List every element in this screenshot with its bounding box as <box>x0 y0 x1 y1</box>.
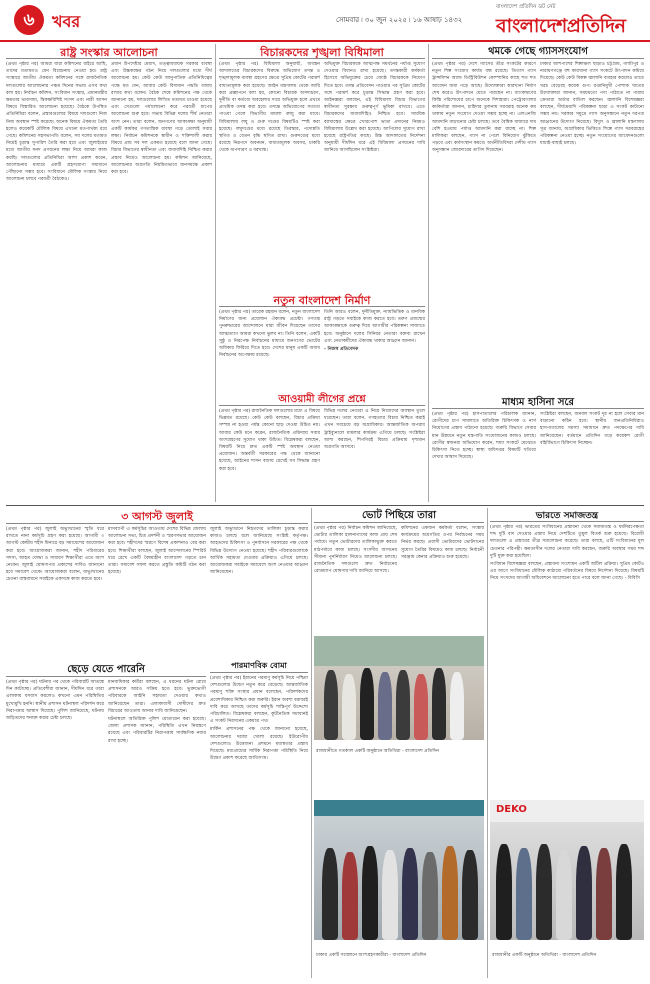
hospital-rule <box>432 408 644 409</box>
dateline: সোমবার ৷ ৩০ জুন ২০২৫ ৷ ১৬ আষাঢ় ১৪৩২ <box>336 16 463 24</box>
gas-col-2: ঢাকার আশপাশের শিল্পাঞ্চল ছাড়াও চট্টগ্রাম, গাজীপুর ও নারায়ণগঞ্জে বহু কারখানা গ্যাস সংকটে উৎপাদন কমিয়ে দিয়েছে। কেউ কেউ বিকল্প জ্বালানি ব্যবহার করলেও তাতে খরচ বেড়েছে কয়েক গুণ। রপ্তানিমুখী পোশাক খাতের উদ্যোক্তারা জানান, সময়মতো পণ্য পাঠাতে না পারায় ক্রেতারা অর্ডার বাতিল করছেন। জ্বালানি বিশেষজ্ঞরা বলছেন, দীর্ঘমেয়াদি পরিকল্পনা ছাড়া এ সংকট কাটানো সম্ভব নয়। সরকার সমুদ্রে গ্যাস অনুসন্ধানে নতুন দরপত্র আহ্বানের উদ্যোগ নিয়েছে। বিদ্যুৎ ও জ্বালানি মন্ত্রণালয় সূত্র জানায়, অগ্রাধিকার ভিত্তিতে শিল্পে গ্যাস সরবরাহের পরিকল্পনা নেওয়া হচ্ছে। নতুন সংযোগের আবেদনগুলো যাচাই-বাছাই চলছে। <box>540 62 644 147</box>
discipline-headline: বিচারকদের শৃঙ্খলা বিধিমালা <box>260 46 384 59</box>
leave-col-2: মানবাধিকার কর্মীরা বলছেন, এ ধরনের ঘটনা রোধে প্রশাসনকে আরও সক্রিয় হতে হবে। ভুক্তভোগী পরিবারকে আইনি সহায়তা দেওয়ার কথাও জানিয়েছেন তারা। এলাকাবাসী দোষীদের দ্রুত বিচারের আওতায় আনার দাবি জানিয়েছেন। ঘটনাস্থলে অতিরিক্ত পুলিশ মোতায়েন করা হয়েছে। জেলা প্রশাসক জানান, পরিস্থিতি এখন নিয়ন্ত্রণে রয়েছে এবং পরিবারটির নিরাপত্তায় সার্বক্ষণিক নজর রাখা হচ্ছে। <box>108 680 206 744</box>
article-credit: - নিজস্ব প্রতিবেদক <box>324 347 359 353</box>
august-col-1: (প্রথম পৃষ্ঠার পর) জুলাই অভ্যুত্থানের স্মৃতি ধরে রাখতে নানা কর্মসূচি গ্রহণ করা হয়েছে। আগামী ৩ আগস্ট কেন্দ্রীয় শহীদ মিনারে বড় সমাবেশের আয়োজন করা হবে। আয়োজকরা জানান, শহীদ পরিবারের সদস্য, আহত যোদ্ধা ও সাধারণ শিক্ষার্থীরা এতে অংশ নেবেন। জুলাই ঘোষণাপত্র প্রকাশের দাবিও জানানো হবে সমাবেশ থেকে। আয়োজকরা বলেন, অভ্যুত্থানের চেতনা বাস্তবায়নে সবাইকে একসঙ্গে কাজ করতে হবে। <box>6 527 104 583</box>
column-divider <box>428 44 429 502</box>
discipline-rule <box>219 58 425 59</box>
section-name: খবর <box>52 12 81 31</box>
leave-rule <box>6 676 206 677</box>
august-headline: ৩ আগস্ট জুলাই <box>121 510 193 523</box>
vote-headline: ভোট পিছিয়ে তারা <box>361 510 437 521</box>
coming-rule <box>219 405 425 406</box>
reform-rule <box>6 58 212 59</box>
coming-col-1: (প্রথম পৃষ্ঠার পর) রাজনৈতিক দলগুলোর মধ্যে এ বিষয়ে ভিন্নমত রয়েছে। কেউ কেউ বলছেন, বিচার প্রক্রিয়া সম্পন্ন না হওয়া পর্যন্ত কোনো ছাড় দেওয়া উচিত নয়। আবার কেউ মনে করেন, রাজনৈতিক প্রক্রিয়ায় সবার অংশগ্রহণের সুযোগ থাকা উচিত। বিশ্লেষকরা বলছেন, বিষয়টি নিয়ে দ্রুত একটি স্পষ্ট অবস্থান নেওয়া প্রয়োজন। অন্তর্বর্তী সরকারের পক্ষ থেকে জানানো হয়েছে, আইনের শাসন বজায় রেখেই সব সিদ্ধান্ত গ্রহণ করা হবে। <box>219 409 320 472</box>
family-rule <box>210 672 308 673</box>
gas-col-1: (প্রথম পৃষ্ঠার পর) দেশে গ্যাসের তীব্র সংকটের কারণে নতুন শিল্প সংযোগ কার্যত বন্ধ রয়েছে। তিতাস গ্যাস ট্রান্সমিশন অ্যান্ড ডিস্ট্রিবিউশন কোম্পানির কাছে শত শত আবেদন জমা পড়ে আছে। উদ্যোক্তারা কারখানা নির্মাণ শেষ করেও উৎপাদনে যেতে পারছেন না। ব্যাংকঋণের কিস্তি পরিশোধের চাপে অনেকে দিশাহারা। পেট্রোবাংলার কর্মকর্তারা জানান, চাহিদার তুলনায় সরবরাহ অনেক কম থাকায় নতুন সংযোগ দেওয়া সম্ভব হচ্ছে না। এলএনজি আমদানি বাড়ানোর চেষ্টা চলছে। তবে বৈশ্বিক বাজারে দাম বেশি হওয়ায় পর্যাপ্ত আমদানি করা যাচ্ছে না। শিল্প মালিকরা বলছেন, গ্যাস না পেলে বিনিয়োগ ঝুঁকিতে পড়বে এবং কর্মসংস্থান কমবে। অর্থনীতিবিদরা দেশীয় গ্যাস অনুসন্ধান জোরদারের তাগিদ দিয়েছেন। <box>432 62 536 154</box>
newspaper-logo <box>496 4 644 36</box>
column-divider <box>311 508 312 978</box>
reform-headline: রাষ্ট্র সংস্কার আলোচনা <box>60 46 158 59</box>
photo-1-caption: রাজধানীতে গতকাল একটি অনুষ্ঠানে অতিথিরা - বাংলাদেশ প্রতিদিন <box>314 748 484 757</box>
new-bangladesh-rule <box>219 306 425 307</box>
event-photo-3 <box>490 800 644 960</box>
logo-tagline: বাংলাদেশ প্রতিদিন ডট নেট <box>496 4 556 10</box>
event-photo-2 <box>314 800 484 960</box>
vote-col-1: (প্রথম পৃষ্ঠার পর) নির্বাচন কমিশন জানিয়েছে, ভোটার তালিকা হালনাগাদের কাজ প্রায় শেষ পর্যায়ে। নতুন ভোটারদের তালিকাভুক্ত করতে মাঠপর্যায়ে কাজ চলছে। সংসদীয় আসনের সীমানা পুনর্নির্ধারণ নিয়েও আলোচনা চলছে। রাজনৈতিক দলগুলো দ্রুত নির্বাচনের রোডম্যাপ ঘোষণার দাবি জানিয়ে আসছে। <box>314 526 397 575</box>
reform-col-1: (প্রথম পৃষ্ঠার পর) আমরা যারা কমিশনের বাইরে আছি, তাদের মতামতও যেন বিবেচনায় নেওয়া হয়। রাষ্ট্র সংস্কারে জাতীয় ঐকমত্য কমিশনের সঙ্গে রাজনৈতিক দলগুলোর আলোচনার পঞ্চম দিনের সভায় এসব কথা বলা হয়। নির্বাচন কমিশন, সংবিধান সংস্কার, প্রধানমন্ত্রীর ক্ষমতার ভারসাম্য, দ্বিকক্ষবিশিষ্ট সংসদ এবং নারী আসন বিষয়ে বিস্তারিত আলোচনা হয়েছে। বৈঠকে উপস্থিত প্রতিনিধিরা বলেন, প্রস্তাবগুলোর বিষয়ে দলগুলো নিজ নিজ অবস্থান স্পষ্ট করেছে। অনেক বিষয়ে ঐকমত্য তৈরি হলেও কয়েকটি মৌলিক বিষয়ে এখনো মতপার্থক্য রয়ে গেছে। কমিশনের সহসভাপতি বলেন, সব দলের মতামত নিয়েই চূড়ান্ত সুপারিশ তৈরি করা হবে এবং জুলাইয়ের মধ্যে জাতীয় সনদ প্রণয়নের লক্ষ্য নিয়ে আমরা কাজ করছি। দলগুলোর প্রতিনিধিরা আশা প্রকাশ করেন, আলোচনার মাধ্যমে একটি গ্রহণযোগ্য সমাধানে পৌঁছানো সম্ভব হবে। সংবিধানে মৌলিক সংস্কার নিয়ে আলোচনা চলবে পরবর্তী বৈঠকেও। <box>6 62 107 183</box>
discipline-col-2: অভিযুক্ত বিচারককে আত্মপক্ষ সমর্থনের পর্যাপ্ত সুযোগ দেওয়ার বিধানও রাখা হয়েছে। তদন্তকারী কর্মকর্তা হিসেবে অভিযুক্তের চেয়ে জ্যেষ্ঠ বিচারককে নিয়োগ দিতে হবে। তদন্ত প্রতিবেদন পাওয়ার পর সুপ্রিম কোর্টের সঙ্গে পরামর্শ করে চূড়ান্ত সিদ্ধান্ত গ্রহণ করা হবে। আইনজ্ঞরা বলছেন, এই বিধিমালা বিচার বিভাগের স্বাধীনতা সুরক্ষায় গুরুত্বপূর্ণ ভূমিকা রাখবে। এতে বিচারকদের জবাবদিহিও নিশ্চিত হবে। সাময়িক বরখাস্তের ক্ষেত্রে খোরপোশ ভাতা প্রদানের নিয়মও বিধিমালায় উল্লেখ করা হয়েছে। আপিলের সুযোগ রাখা হয়েছে রাষ্ট্রপতির কাছে। উচ্চ আদালতের নির্দেশনা অনুযায়ী দীর্ঘদিন ধরে এই বিধিমালা প্রণয়নের দাবি জানিয়ে আসছিলেন সংশ্লিষ্টরা। <box>324 62 425 154</box>
vote-rule <box>314 522 484 523</box>
leave-col-1: (প্রথম পৃষ্ঠার পর) ঘটনার পর থেকে পরিবারটি আতঙ্কে দিন কাটাচ্ছে। প্রতিবেশীরা জানান, দীর্ঘদিন ধরে তারা এলাকায় বসবাস করলেও কখনো এমন পরিস্থিতির মুখোমুখি হননি। স্থানীয় প্রশাসন ঘটনাস্থল পরিদর্শন করে নিরাপত্তার আশ্বাস দিয়েছে। পুলিশ জানিয়েছে, ঘটনায় জড়িতদের শনাক্ত করার চেষ্টা চলছে। <box>6 680 104 722</box>
photo-2-caption: ঢাকায় একটি সম্মেলনে অংশগ্রহণকারীরা - বাংলাদেশ প্রতিদিন <box>314 952 484 961</box>
august-col-3: জুলাই অভ্যুত্থানে নিহতদের তালিকা চূড়ান্ত করার কাজও চলছে বলে জানিয়েছে সংশ্লিষ্ট কর্তৃপক্ষ। আহতদের চিকিৎসা ও পুনর্বাসনে সরকারের পক্ষ থেকে বিভিন্ন উদ্যোগ নেওয়া হয়েছে। শহীদ পরিবারগুলোকে আর্থিক সহায়তা দেওয়ার প্রক্রিয়াও এগিয়ে চলছে। আয়োজকরা সবাইকে সমাবেশে অংশ নেওয়ার আহ্বান জানিয়েছেন। <box>210 527 308 576</box>
family-col-1: (প্রথম পৃষ্ঠার পর) ইরানের পরমাণু কর্মসূচি নিয়ে পশ্চিমা দেশগুলোর উদ্বেগ নতুন করে বেড়েছে। আন্তর্জাতিক পরমাণু শক্তি সংস্থার প্রধান বলেছেন, পরিদর্শকদের প্রবেশাধিকার নিশ্চিত করা জরুরি। ইরান অবশ্য বরাবরই দাবি করে আসছে তাদের কর্মসূচি শান্তিপূর্ণ উদ্দেশ্যে পরিচালিত। বিশ্লেষকরা বলছেন, কূটনৈতিক সমাধানই এ সংকট নিরসনের একমাত্র পথ। মার্কিন প্রশাসনের পক্ষ থেকে জানানো হয়েছে, আলোচনার দরজা খোলা রয়েছে। ইউরোপীয় দেশগুলোও উত্তেজনা প্রশমনে মধ্যস্থতার প্রস্তাব দিয়েছে। মধ্যপ্রাচ্যের সার্বিক নিরাপত্তা পরিস্থিতি নিয়ে উদ্বেগ প্রকাশ করেছে জাতিসংঘ। <box>210 676 308 762</box>
leave-headline: ছেড়ে যেতে পারেনি <box>67 664 145 675</box>
column-divider <box>215 44 216 502</box>
photo-3-caption: রাজধানীর একটি অনুষ্ঠানে অতিথিরা - বাংলাদেশ প্রতিদিন <box>490 952 644 961</box>
august-rule <box>6 523 308 524</box>
hospital-col-1: (প্রথম পৃষ্ঠার পর) হাসপাতালের পরিচালক জানান, রোগীদের চাপ সামলাতে অতিরিক্ত চিকিৎসক ও নার্স নিয়োগের প্রস্তাব পাঠানো হয়েছে। জরুরি বিভাগে সেবার মান উন্নয়নে নতুন যন্ত্রপাতি সংযোজনের কাজও চলছে। রোগীর স্বজনরা অভিযোগ করেন, শয্যা সংকটে মেঝেতে চিকিৎসা নিতে হচ্ছে। স্বাস্থ্য অধিদপ্তর বিষয়টি খতিয়ে দেখার আশ্বাস দিয়েছে। <box>432 412 536 461</box>
hospital-col-2: সংশ্লিষ্টরা বলছেন, জনবল সংকট দূর না হলে সেবার মান বাড়ানো কঠিন হবে। স্থানীয় জনপ্রতিনিধিরাও হাসপাতালের সমস্যা সমাধানে দ্রুত পদক্ষেপের দাবি জানিয়েছেন। বর্তমানে প্রতিদিন গড়ে কয়েকশ রোগী বহির্বিভাগে চিকিৎসা নিচ্ছেন। <box>540 412 644 446</box>
gas-rule <box>432 58 644 59</box>
india-headline: ভারতে সমাজতন্ত্র <box>535 511 599 521</box>
india-col-1: (প্রথম পৃষ্ঠার পর) ভারতের সংবিধানের প্রস্তাবনা থেকে সমাজতন্ত্র ও ধর্মনিরপেক্ষতা শব্দ দুটি বাদ দেওয়ার প্রস্তাব নিয়ে দেশটিতে তুমুল বিতর্ক শুরু হয়েছে। বিরোধী দলগুলো এ প্রস্তাবের তীব্র সমালোচনা করেছে। তারা বলছে, এটি সংবিধানের মূল চেতনার পরিপন্থী। ক্ষমতাসীন দলের নেতারা দাবি করছেন, জরুরি অবস্থার সময় শব্দ দুটি যুক্ত করা হয়েছিল। সংবিধান বিশেষজ্ঞরা বলছেন, প্রস্তাবনা সংশোধন একটি জটিল প্রক্রিয়া। সুপ্রিম কোর্টও এর আগে সংবিধানের মৌলিক কাঠামো পরিবর্তনের বিষয়ে নির্দেশনা দিয়েছে। বিষয়টি নিয়ে সংসদের আগামী অধিবেশনে আলোচনা হতে পারে বলে জানা গেছে। - বিবিসি <box>490 525 644 582</box>
reform-col-2: প্রধান উপদেষ্টার মেয়াদ, তত্ত্বাবধায়ক সরকার ব্যবস্থা এবং উচ্চকক্ষের গঠন নিয়ে দলগুলোর মধ্যে দীর্ঘ আলোচনা হয়। কেউ কেউ আনুপাতিক প্রতিনিধিত্বের পক্ষে মত দেন, আবার কেউ বিদ্যমান পদ্ধতি বজায় রাখার কথা বলেন। বৈঠক শেষে কমিশনের পক্ষ থেকে জানানো হয়, দলগুলোর লিখিত মতামত চাওয়া হয়েছে এবং সেগুলো পর্যালোচনা করে পরবর্তী ধাপের আলোচনা শুরু হবে। সভায় বিভিন্ন দলের শীর্ষ নেতারা অংশ নেন। তারা বলেন, জনগণের আকাঙ্ক্ষা অনুযায়ী একটি কার্যকর গণতান্ত্রিক ব্যবস্থা গড়ে তোলাই সবার লক্ষ্য। নির্বাচন কমিশনকে স্বাধীন ও শক্তিশালী করার বিষয়ে প্রায় সব দল একমত হয়েছে বলে জানা গেছে। বিচার বিভাগের স্বাধীনতা এবং জবাবদিহি নিশ্চিত করার প্রস্তাব নিয়েও আলোচনা হয়। কমিশন জানিয়েছে, আলোচনার অগ্রগতি নিয়মিতভাবে জনসমক্ষে প্রকাশ করা হবে। <box>111 62 212 176</box>
banner-logo-text: DEKO <box>496 804 527 815</box>
family-headline: পারমাণবিক বোমা <box>231 661 287 670</box>
coming-col-2: বিভিন্ন দলের নেতারা এ নিয়ে নিজেদের অবস্থান তুলে ধরেছেন। তারা বলেন, গণহত্যার বিচার নিশ্চিত করাই এখন সবচেয়ে বড় অগ্রাধিকার। আন্তর্জাতিক অপরাধ ট্রাইব্যুনালে মামলার কার্যক্রম এগিয়ে চলছে। সংশ্লিষ্টরা আশা করছেন, শিগগিরই বিচার প্রক্রিয়ায় দৃশ্যমান অগ্রগতি আসবে। <box>324 409 425 451</box>
page-number: ৬ <box>14 5 44 35</box>
discipline-col-1: (প্রথম পৃষ্ঠার পর) বিধিমালা অনুযায়ী, অধস্তন আদালতের বিচারকদের বিরুদ্ধে অভিযোগ তদন্ত ও শৃঙ্খলামূলক ব্যবস্থা গ্রহণের ক্ষেত্রে সুপ্রিম কোর্টের পরামর্শ বাধ্যতামূলক করা হয়েছে। আইন মন্ত্রণালয় থেকে জারি করা প্রজ্ঞাপনে বলা হয়, কোনো বিচারক অসদাচরণ, দুর্নীতি বা কর্তব্যে অবহেলার দায়ে অভিযুক্ত হলে প্রথমে প্রাথমিক তদন্ত করা হবে। তদন্তে অভিযোগের সত্যতা পাওয়া গেলে বিভাগীয় মামলা রুজু করা যাবে। বিধিমালায় লঘু ও গুরু দণ্ডের বিষয়টিও স্পষ্ট করা হয়েছে। লঘুদণ্ডের মধ্যে রয়েছে তিরস্কার, পদোন্নতি স্থগিত ও বেতন বৃদ্ধি স্থগিত রাখা। গুরুদণ্ডের মধ্যে রয়েছে নিম্নপদে অবনমন, বাধ্যতামূলক অবসর, চাকরি থেকে অপসারণ ও বরখাস্ত। <box>219 62 320 154</box>
new-bangladesh-col-2: তিনি আরও বলেন, দুর্নীতিমুক্ত, ন্যায়ভিত্তিক ও মানবিক রাষ্ট্র গড়তে সবাইকে কাজ করতে হবে। তরুণ প্রজন্মের আকাঙ্ক্ষাকে গুরুত্ব দিয়ে আগামীর পরিকল্পনা সাজাতে হবে। অনুষ্ঠানে দলের সিনিয়র নেতারা বক্তব্য রাখেন এবং নেতাকর্মীদের ঐক্যবদ্ধ থাকার আহ্বান জানান। - নিজস্ব প্রতিবেদক <box>324 310 425 353</box>
section-divider <box>6 505 644 506</box>
coming-headline: আওয়ামী লীগের প্রশ্নে <box>278 394 366 405</box>
new-bangladesh-headline: নতুন বাংলাদেশ নির্মাণ <box>273 294 371 307</box>
hospital-headline: মাধ্যম হাসিনা সরে <box>501 397 575 408</box>
column-divider <box>487 508 488 978</box>
vote-col-2: কমিশনের একজন কর্মকর্তা বলেন, সংস্কার কার্যক্রমের অগ্রগতির ওপর নির্বাচনের সময় নির্ভর করছে। প্রবাসী ভোটারদের ভোটদানের সুযোগ তৈরির বিষয়েও কাজ চলছে। নির্বাচনী সরঞ্জাম কেনার প্রক্রিয়াও শুরু হয়েছে। <box>401 526 484 560</box>
masthead <box>0 0 650 42</box>
logo-text: বাংলাদেশপ্রতিদিন <box>496 15 626 37</box>
gas-headline: থমকে গেছে গ্যাসসংযোগ <box>488 46 588 57</box>
india-rule <box>490 521 644 522</box>
august-col-2: মাসব্যাপী এ কর্মসূচির আওতায় দেশের বিভিন্ন জেলায় আলোচনা সভা, চিত্র প্রদর্শনী ও স্মরণসভার আয়োজন করা হবে। শহীদদের স্মরণে বিশেষ প্রকাশনাও বের করা হবে। শিক্ষার্থীরা বলছেন, জুলাই আন্দোলনের স্পিরিট ধরে রেখে একটি বৈষম্যহীন বাংলাদেশ গড়তে চান তারা। সমাবেশ সফল করতে প্রস্তুতি কমিটি গঠন করা হয়েছে। <box>108 527 206 576</box>
new-bangladesh-col-1: (প্রথম পৃষ্ঠার পর) তারেক রহমান বলেন, নতুন বাংলাদেশ নির্মাণের জন্য প্রয়োজন ঐক্যবদ্ধ প্রচেষ্টা। গণতন্ত্র পুনরুদ্ধারের আন্দোলনে যারা জীবন দিয়েছেন তাদের আত্মত্যাগ আমরা কখনো ভুলব না। তিনি বলেন, একটি সুষ্ঠু ও নিরপেক্ষ নির্বাচনের মাধ্যমে জনগণের ভোটের অধিকার ফিরিয়ে দিতে হবে। দেশের মানুষ একটি অবাধ নির্বাচনের অপেক্ষায় রয়েছে। <box>219 310 320 359</box>
event-photo-1 <box>314 636 484 756</box>
